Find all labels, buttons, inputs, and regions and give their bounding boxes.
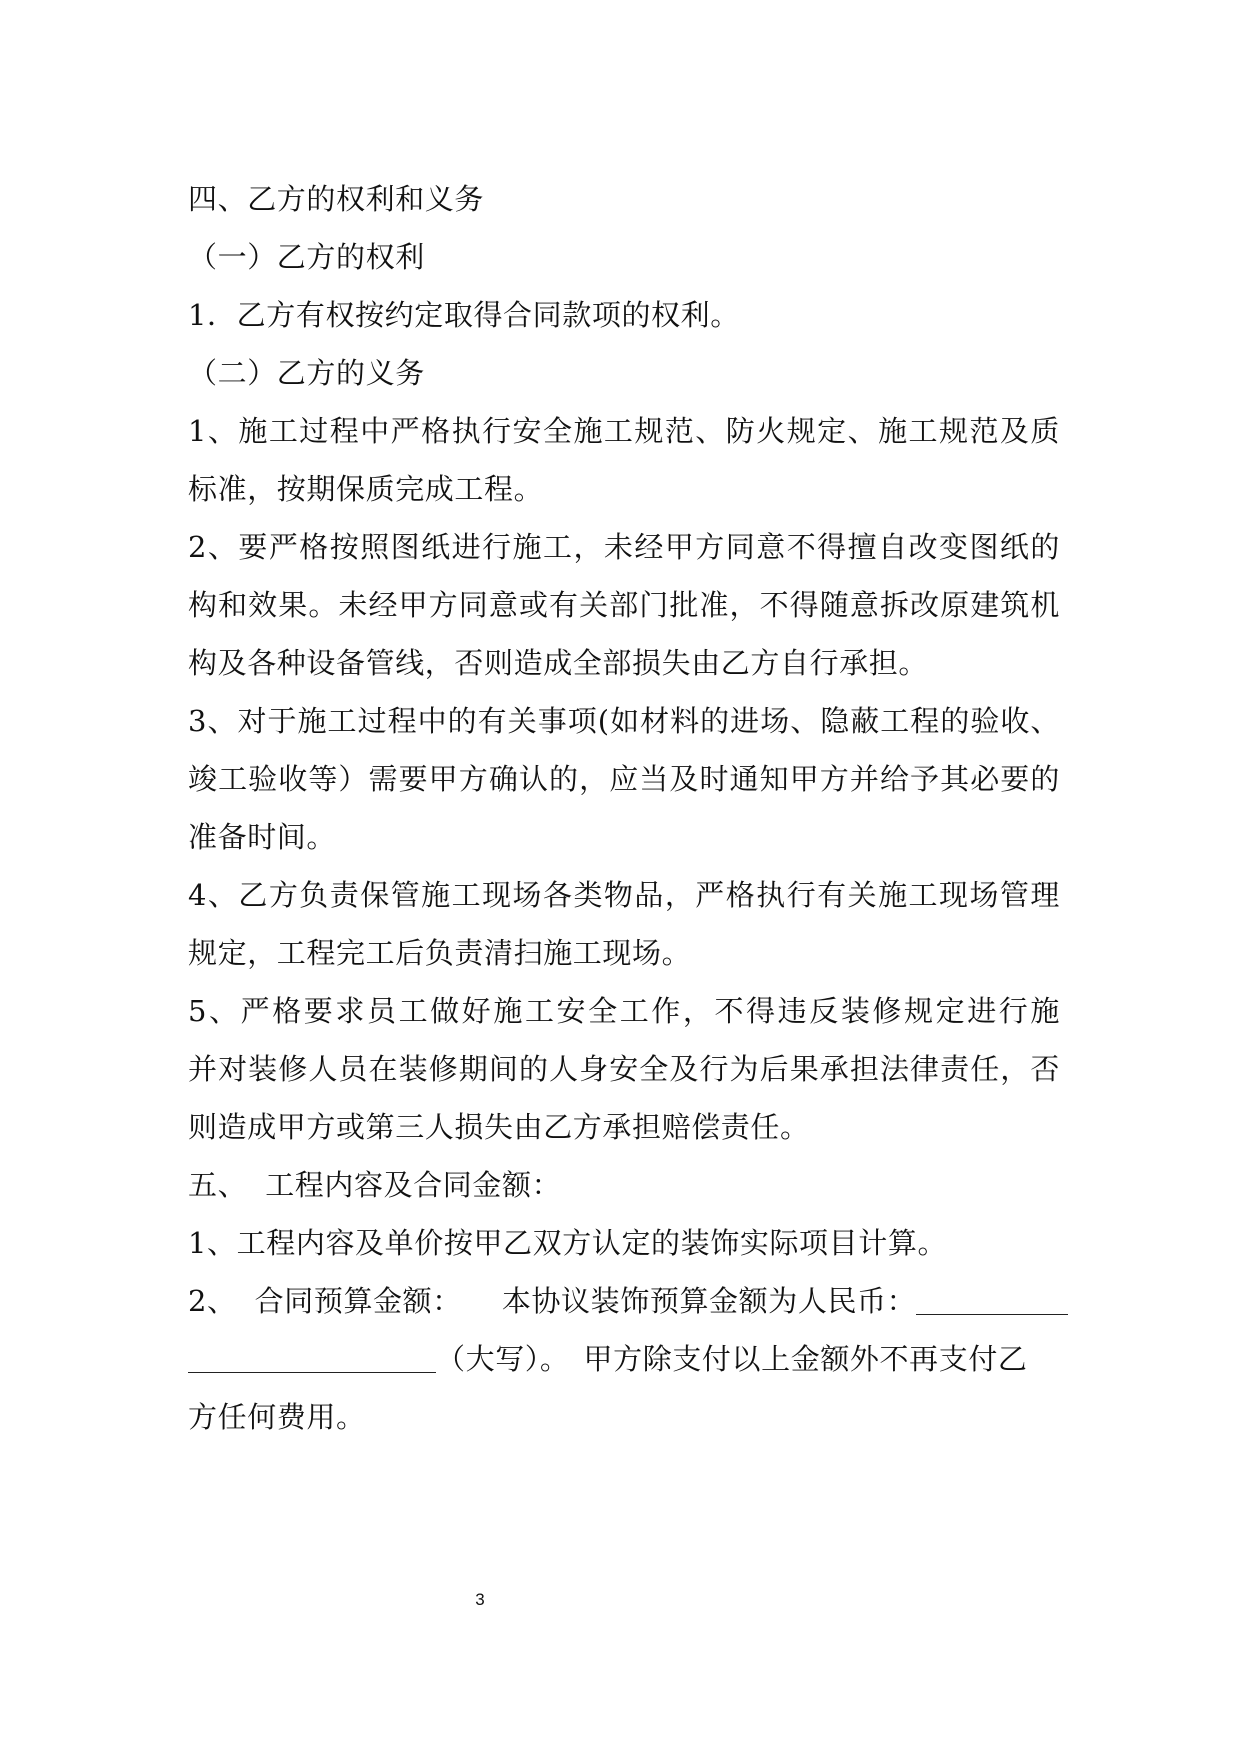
subheading-rights: （一）乙方的权利 [188,240,425,274]
duty-4-line-2: 规定，工程完工后负责清扫施工现场。 [188,936,692,970]
subheading-duties: （二）乙方的义务 [188,356,425,390]
section-5-item-2-line-3: 方任何费用。 [188,1400,366,1434]
amount-capital-blank-field[interactable] [188,1338,436,1373]
item-2-rest: 甲方除支付以上金额外不再支付乙 [583,1342,1028,1376]
rights-item-1: 1．乙方有权按约定取得合同款项的权利。 [188,298,740,332]
section-heading-5 [188,1156,1060,1214]
duty-2-line-2: 构和效果。未经甲方同意或有关部门批准，不得随意拆改原建筑机 [188,588,1060,622]
document-body [188,170,1060,1446]
section-heading-4: 四、乙方的权利和义务 [188,182,485,216]
section-5-item-1: 1、工程内容及单价按甲乙双方认定的装饰实际项目计算。 [188,1226,948,1260]
duty-3-line-3: 准备时间。 [188,820,337,854]
amount-blank-field[interactable] [916,1280,1068,1315]
duty-3-line-1: 3、对于施工过程中的有关事项(如材料的进场、隐蔽工程的验收、 [188,704,1060,738]
duty-5-line-1: 5、严格要求员工做好施工安全工作，不得违反装修规定进行施 [188,994,1060,1028]
duty-3-line-2: 竣工验收等）需要甲方确认的，应当及时通知甲方并给予其必要的 [188,762,1060,796]
duty-1-line-1: 1、施工过程中严格执行安全施工规范、防火规定、施工规范及质 [188,414,1060,448]
duty-2-line-1: 2、要严格按照图纸进行施工，未经甲方同意不得擅自改变图纸的 [188,530,1060,564]
section-5-number: 五、 [188,1168,248,1202]
item-2-number: 2、 [188,1284,237,1318]
duty-4-line-1: 4、乙方负责保管施工现场各类物品，严格执行有关施工现场管理 [188,878,1060,912]
section-5-item-2-line-2 [188,1330,1060,1388]
duty-5-line-3: 则造成甲方或第三人损失由乙方承担赔偿责任。 [188,1110,810,1144]
section-5-title: 工程内容及合同金额： [265,1168,562,1202]
item-2-label: 合同预算金额： [254,1284,462,1318]
duty-5-line-2: 并对装修人员在装修期间的人身安全及行为后果承担法律责任，否 [188,1052,1060,1086]
item-2-text: 本协议装饰预算金额为人民币： [501,1284,917,1318]
duty-1-line-2: 标准，按期保质完成工程。 [188,472,544,506]
section-5-item-2-line-1 [188,1272,1060,1330]
duty-2-line-3: 构及各种设备管线，否则造成全部损失由乙方自行承担。 [188,646,929,680]
item-2-capital-label: （大写）。 [436,1342,570,1376]
page-number: 3 [475,1590,485,1609]
